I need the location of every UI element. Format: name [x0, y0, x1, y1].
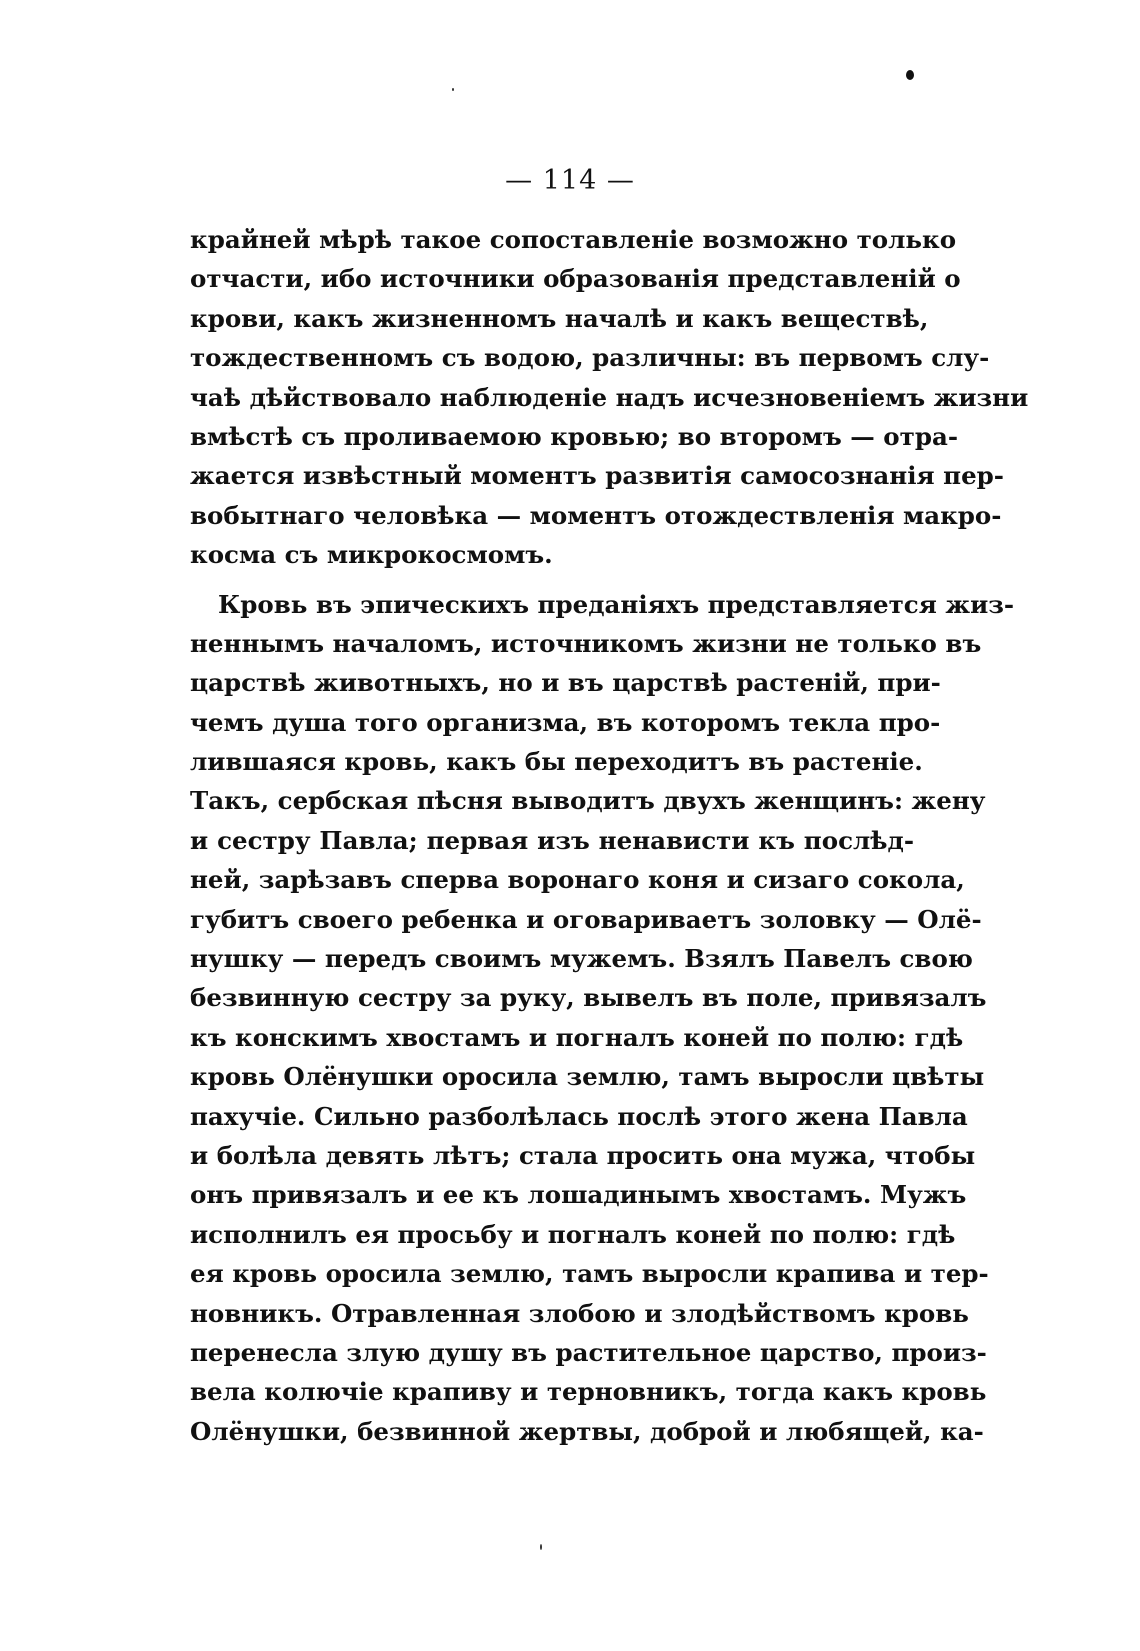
text-line: вела колючіе крапиву и терновникъ, тогда какъ кровь — [190, 1377, 987, 1407]
text-line: вобытнаго человѣка — моментъ отождествленія макро- — [190, 500, 1002, 530]
text-line: онъ привязалъ и ее къ лошадинымъ хвостамъ. Мужъ — [190, 1180, 967, 1210]
text-line: ней, зарѣзавъ сперва воронаго коня и сизаго сокола, — [190, 865, 965, 895]
text-line: царствѣ животныхъ, но и въ царствѣ растеній, при- — [190, 668, 941, 698]
text-line: жается извѣстный моментъ развитія самосознанія пер- — [190, 461, 1004, 491]
body-text — [190, 220, 1029, 1451]
text-line: крови, какъ жизненномъ началѣ и какъ веществѣ, — [190, 303, 929, 333]
text-line: пахучіе. Сильно разболѣлась послѣ этого жена Павла — [190, 1101, 968, 1131]
text-line: кровь Олёнушки оросила землю, тамъ выросли цвѣты — [190, 1062, 985, 1092]
text-line: вмѣстѣ съ проливаемою кровью; во второмъ — отра- — [190, 421, 958, 451]
text-line: перенесла злую душу въ растительное царство, произ- — [190, 1337, 987, 1367]
text-line: къ конскимъ хвостамъ и погналъ коней по полю: гдѣ — [190, 1022, 964, 1052]
text-line: и сестру Павла; первая изъ ненависти къ послѣд- — [190, 825, 914, 855]
text-line: крайней мѣрѣ такое сопоставленіе возможно только — [190, 225, 957, 254]
text-line: новникъ. Отравленная злобою и злодѣйствомъ кровь — [190, 1298, 969, 1328]
text-line: Олёнушки, безвинной жертвы, доброй и любящей, ка- — [190, 1416, 984, 1446]
paragraph-2 — [190, 585, 1015, 1452]
text-line: ея кровь оросила землю, тамъ выросли крапива и тер- — [190, 1259, 989, 1289]
text-line: безвинную сестру за руку, вывелъ въ поле, привязалъ — [190, 983, 987, 1013]
text-line: нушку — передъ своимъ мужемъ. Взялъ Павелъ свою — [190, 944, 973, 974]
text-line: Такъ, сербская пѣсня выводитъ двухъ женщинъ: жену — [190, 786, 986, 816]
page-number: — 114 — — [505, 165, 635, 196]
text-line: Кровь въ эпическихъ преданіяхъ представляется жиз- — [218, 589, 1015, 619]
text-line: исполнилъ ея просьбу и погналъ коней по полю: гдѣ — [190, 1219, 956, 1249]
ink-dot — [906, 70, 914, 80]
text-line: неннымъ началомъ, источникомъ жизни не только въ — [190, 628, 982, 658]
text-line: губитъ своего ребенка и оговариваетъ золовку — Олё- — [190, 904, 982, 934]
text-line: лившаяся кровь, какъ бы переходитъ въ растеніе. — [190, 747, 923, 777]
text-line: тождественномъ съ водою, различны: въ первомъ слу- — [190, 343, 990, 373]
text-line: отчасти, ибо источники образованія представленій о — [190, 264, 961, 294]
text-line: чаѣ дѣйствовало наблюденіе надъ исчезновеніемъ жизни — [190, 382, 1029, 412]
ink-speck — [540, 1544, 542, 1550]
ink-speck — [452, 88, 454, 91]
text-line: и болѣла девять лѣтъ; стала просить она мужа, чтобы — [190, 1140, 976, 1170]
paragraph-1 — [190, 220, 1029, 575]
text-line: космa съ микрокосмомъ. — [190, 540, 553, 570]
text-line: чемъ душа того организма, въ которомъ текла про- — [190, 707, 941, 737]
